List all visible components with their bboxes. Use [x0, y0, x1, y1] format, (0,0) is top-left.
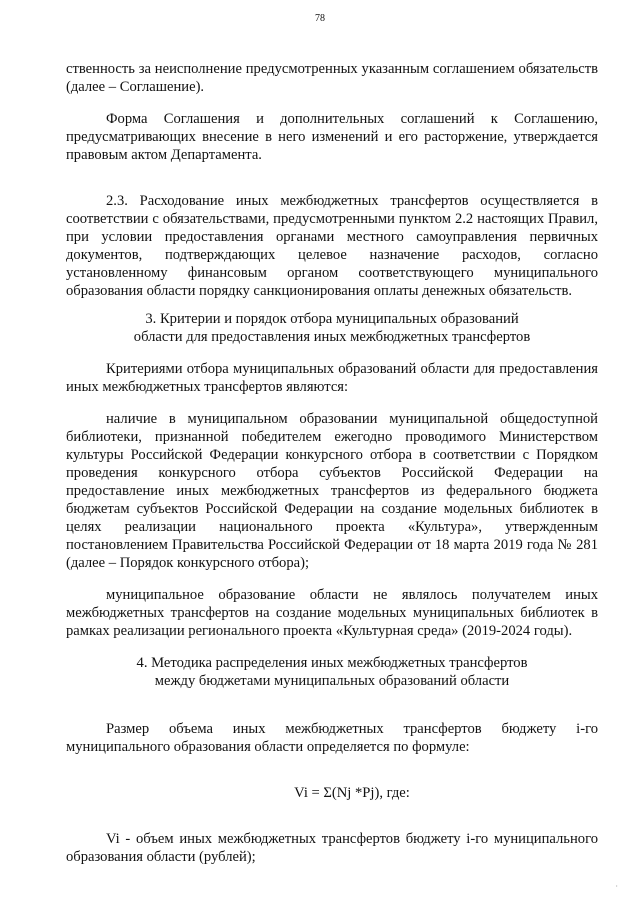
section-heading-3	[66, 310, 598, 346]
section-heading-4-line-1: 4. Методика распределения иных межбюджетных трансфертов	[136, 655, 528, 671]
section-heading-3-line-2: области для предоставления иных межбюджетных трансфертов	[133, 329, 531, 345]
paragraph-criterion-library: наличие в муниципальном образовании муниципальной общедоступной библиотеки, признанной победителем ежегодно проводимого Министерством культуры Российской Федерации конкурсного отбора в соответствии с Порядком проведения конкурсного отбора субъектов Российской Федерации на предоставление иных межбюджетных трансфертов из федерального бюджета бюджетам субъектов Российской Федерации на создание модельных библиотек в целях реализации национального проекта «Культура», утвержденным постановлением Правительства Российской Федерации от 18 марта 2019 года № 281 (далее – Порядок конкурсного отбора);	[66, 411, 598, 571]
paragraph-agreement-form: Форма Соглашения и дополнительных соглашений к Соглашению, предусматривающих внесение в него изменений и его расторжение, утверждается правовым актом Департамента.	[66, 111, 598, 163]
document-body	[66, 60, 598, 866]
section-heading-4	[66, 654, 598, 690]
paragraph-criterion-not-recipient: муниципальное образование области не являлось получателем иных межбюджетных трансфертов на создание модельных муниципальных библиотек в рамках реализации регионального проекта «Культурная среда» (2019-2024 годы).	[66, 587, 598, 639]
scan-mark: ·	[615, 882, 618, 891]
section-heading-4-line-2: между бюджетами муниципальных образований области	[154, 673, 510, 689]
paragraph-criteria-intro: Критериями отбора муниципальных образований области для предоставления иных межбюджетных трансфертов являются:	[66, 361, 598, 395]
paragraph-volume-formula-intro: Размер объема иных межбюджетных трансфертов бюджету i-го муниципального образования области определяется по формуле:	[66, 721, 598, 755]
paragraph-liability: ственность за неисполнение предусмотренных указанным соглашением обязательств (далее – Соглашение).	[66, 61, 598, 95]
section-heading-3-line-1: 3. Критерии и порядок отбора муниципальных образований	[145, 311, 519, 327]
page-number: 78	[315, 13, 325, 24]
paragraph-vi-definition: Vi - объем иных межбюджетных трансфертов бюджету i-го муниципального образования области (рублей);	[66, 831, 598, 865]
paragraph-2-3-spending: 2.3. Расходование иных межбюджетных трансфертов осуществляется в соответствии с обязательствами, предусмотренными пунктом 2.2 настоящих Правил, при условии предоставления органами местного самоуправления первичных документов, подтверждающих целевое назначение расходов, согласно установленному финансовым органом соответствующего муниципального образования области порядку санкционирования оплаты денежных обязательств.	[66, 193, 598, 299]
formula: Vi = Σ(Nj *Pj), где:	[294, 785, 410, 801]
